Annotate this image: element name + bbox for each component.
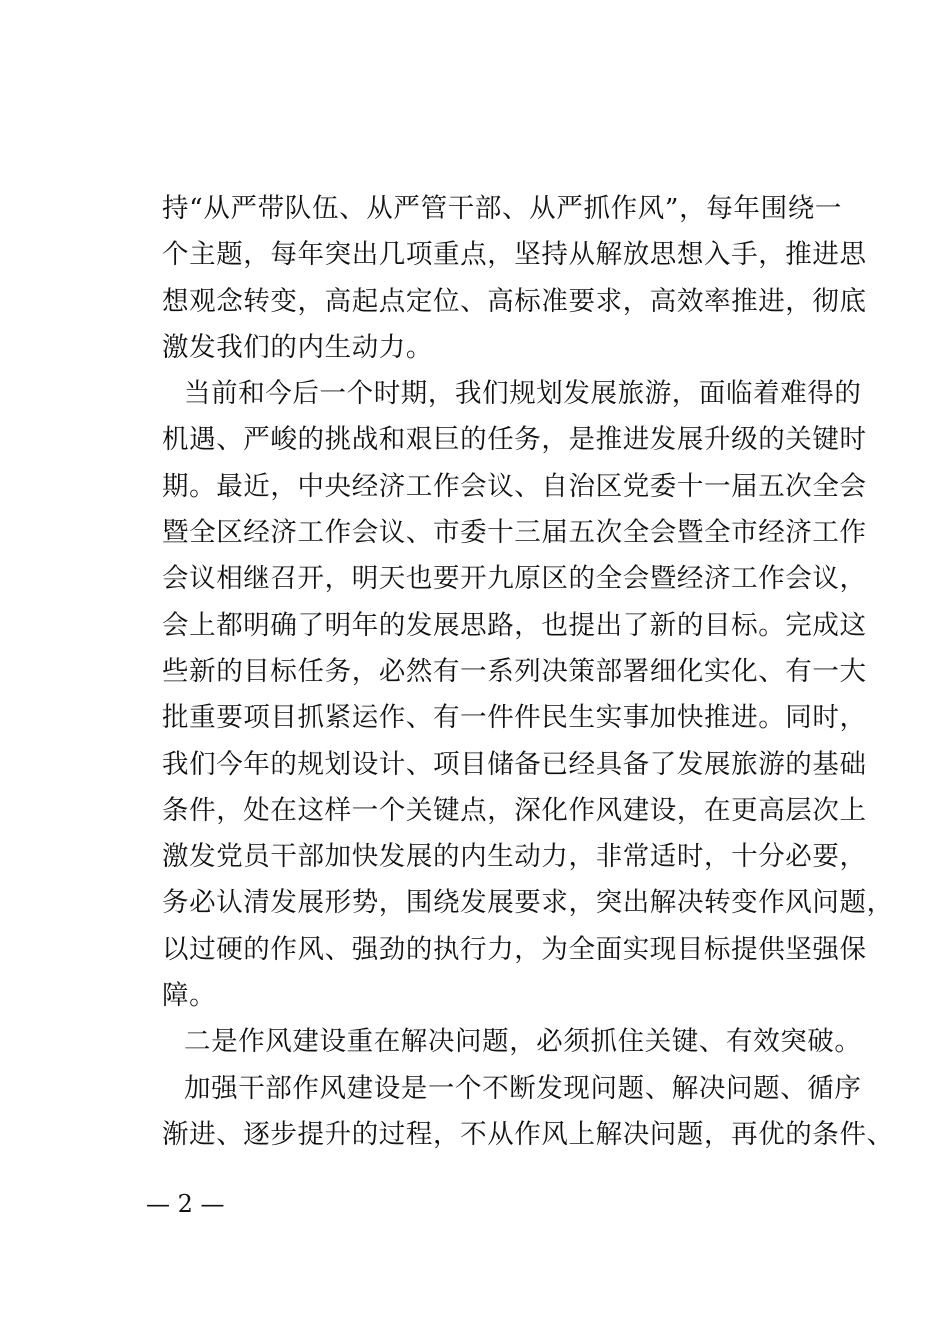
text-line: 障。 [162,980,217,1012]
text-line: 机遇、严峻的挑战和艰巨的任务，是推进发展升级的关键时 [162,424,867,456]
page-number: — 2 — [146,1190,225,1218]
text-line: 会议相继召开，明天也要开九原区的全会暨经济工作会议， [162,563,867,595]
section-heading: 二是作风建设重在解决问题，必须抓住关键、有效突破。 [184,1026,862,1058]
text-line: 务必认清发展形势，围绕发展要求，突出解决转变作风问题， [162,887,894,919]
text-line: 会上都明确了明年的发展思路，也提出了新的目标。完成这 [162,609,867,641]
text-line: 以过硬的作风、强劲的执行力，为全面实现目标提供坚强保 [162,933,867,965]
text-line: 想观念转变，高起点定位、高标准要求，高效率推进，彻底 [162,285,867,317]
text-line: 条件，处在这样一个关键点，深化作风建设，在更高层次上 [162,794,867,826]
text-line: 渐进、逐步提升的过程，不从作风上解决问题，再优的条件、 [162,1118,894,1150]
paragraph-first-line: 当前和今后一个时期，我们规划发展旅游，面临着难得的 [184,378,862,410]
text-line: 暨全区经济工作会议、市委十三届五次全会暨全市经济工作 [162,517,867,549]
text-line: 个主题，每年突出几项重点，坚持从解放思想入手，推进思 [162,239,867,271]
text-line: 持“从严带队伍、从严管干部、从严抓作风”，每年围绕一 [162,193,842,224]
body-text [162,186,894,1158]
text-line: 些新的目标任务，必然有一系列决策部署细化实化、有一大 [162,655,867,687]
text-line: 激发党员干部加快发展的内生动力，非常适时，十分必要， [162,841,867,873]
text-line: 激发我们的内生动力。 [162,331,433,363]
text-line: 批重要项目抓紧运作、有一件件民生实事加快推进。同时， [162,702,867,734]
paragraph-first-line: 加强干部作风建设是一个不断发现问题、解决问题、循序 [184,1072,862,1104]
text-line: 期。最近，中央经济工作会议、自治区党委十一届五次全会 [162,470,867,502]
text-line: 我们今年的规划设计、项目储备已经具备了发展旅游的基础 [162,748,867,780]
